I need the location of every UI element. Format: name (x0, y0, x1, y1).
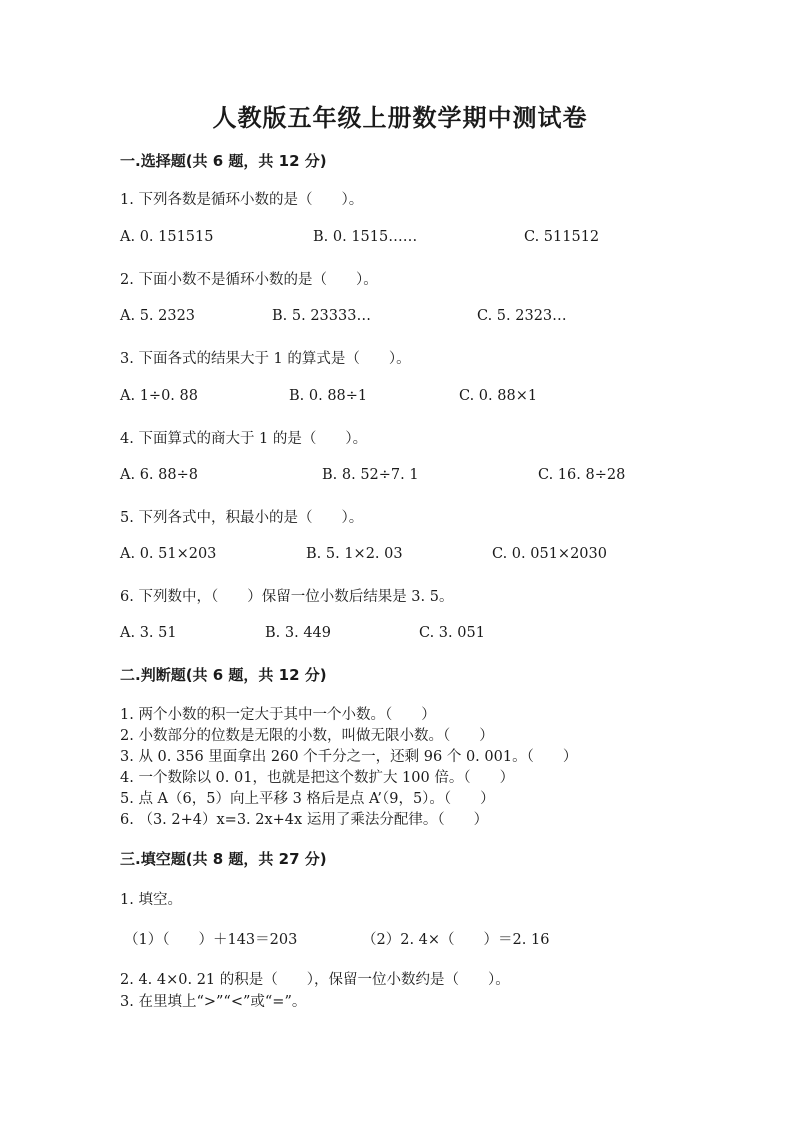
question-1-6-option-a: A. 3. 51 (120, 625, 177, 641)
question-1-1: 1. 下列各数是循环小数的是（ ）。 (120, 192, 364, 208)
question-1-3-option-c: C. 0. 88×1 (459, 388, 538, 404)
judgment-item-2: 2. 小数部分的位数是无限的小数，叫做无限小数。（ ） (120, 728, 494, 744)
judgment-item-3: 3. 从 0. 356 里面拿出 260 个千分之一，还剩 96 个 0. 001。（ ） (120, 749, 578, 765)
judgment-item-5: 5. 点 A（6，5）向上平移 3 格后是点 A’（9，5）。（ ） (120, 791, 495, 807)
fill-question-1-part-2: （2）2. 4×（ ）＝2. 16 (362, 932, 550, 948)
question-1-1-option-b: B. 0. 1515…… (313, 229, 418, 245)
question-1-4: 4. 下面算式的商大于 1 的是（ ）。 (120, 431, 368, 447)
judgment-item-6: 6. （3. 2+4）x=3. 2x+4x 运用了乘法分配律。（ ） (120, 812, 489, 828)
page-title: 人教版五年级上册数学期中测试卷 (212, 103, 588, 132)
question-1-2-option-c: C. 5. 2323… (477, 308, 567, 324)
section-3-heading: 三.填空题(共 8 题，共 27 分) (120, 850, 327, 868)
question-1-1-option-a: A. 0. 151515 (120, 229, 214, 245)
question-1-2: 2. 下面小数不是循环小数的是（ ）。 (120, 272, 378, 288)
judgment-item-4: 4. 一个数除以 0. 01，也就是把这个数扩大 100 倍。（ ） (120, 770, 515, 786)
question-1-5: 5. 下列各式中，积最小的是（ ）。 (120, 510, 364, 526)
question-1-6-option-c: C. 3. 051 (419, 625, 485, 641)
question-1-4-option-c: C. 16. 8÷28 (538, 467, 626, 483)
question-1-4-option-b: B. 8. 52÷7. 1 (322, 467, 419, 483)
question-1-5-option-b: B. 5. 1×2. 03 (306, 546, 403, 562)
question-1-1-option-c: C. 511512 (524, 229, 600, 245)
question-1-3-option-a: A. 1÷0. 88 (120, 388, 198, 404)
question-1-4-option-a: A. 6. 88÷8 (120, 467, 198, 483)
fill-question-1-part-1: （1）（ ）＋143＝203 (124, 932, 298, 948)
fill-question-2: 2. 4. 4×0. 21 的积是（ ），保留一位小数约是（ ）。 (120, 972, 510, 988)
section-2-heading: 二.判断题(共 6 题，共 12 分) (120, 666, 327, 684)
judgment-item-1: 1. 两个小数的积一定大于其中一个小数。（ ） (120, 707, 436, 723)
fill-question-1: 1. 填空。 (120, 892, 182, 908)
section-1-heading: 一.选择题(共 6 题，共 12 分) (120, 152, 327, 170)
question-1-6: 6. 下列数中，（ ）保留一位小数后结果是 3. 5。 (120, 589, 454, 605)
question-1-6-option-b: B. 3. 449 (265, 625, 331, 641)
question-1-2-option-a: A. 5. 2323 (120, 308, 196, 324)
fill-question-3: 3. 在里填上“>”“<”或“=”。 (120, 994, 307, 1010)
question-1-3-option-b: B. 0. 88÷1 (289, 388, 368, 404)
question-1-3: 3. 下面各式的结果大于 1 的算式是（ ）。 (120, 351, 411, 367)
question-1-5-option-c: C. 0. 051×2030 (492, 546, 607, 562)
question-1-5-option-a: A. 0. 51×203 (120, 546, 217, 562)
question-1-2-option-b: B. 5. 23333… (272, 308, 371, 324)
